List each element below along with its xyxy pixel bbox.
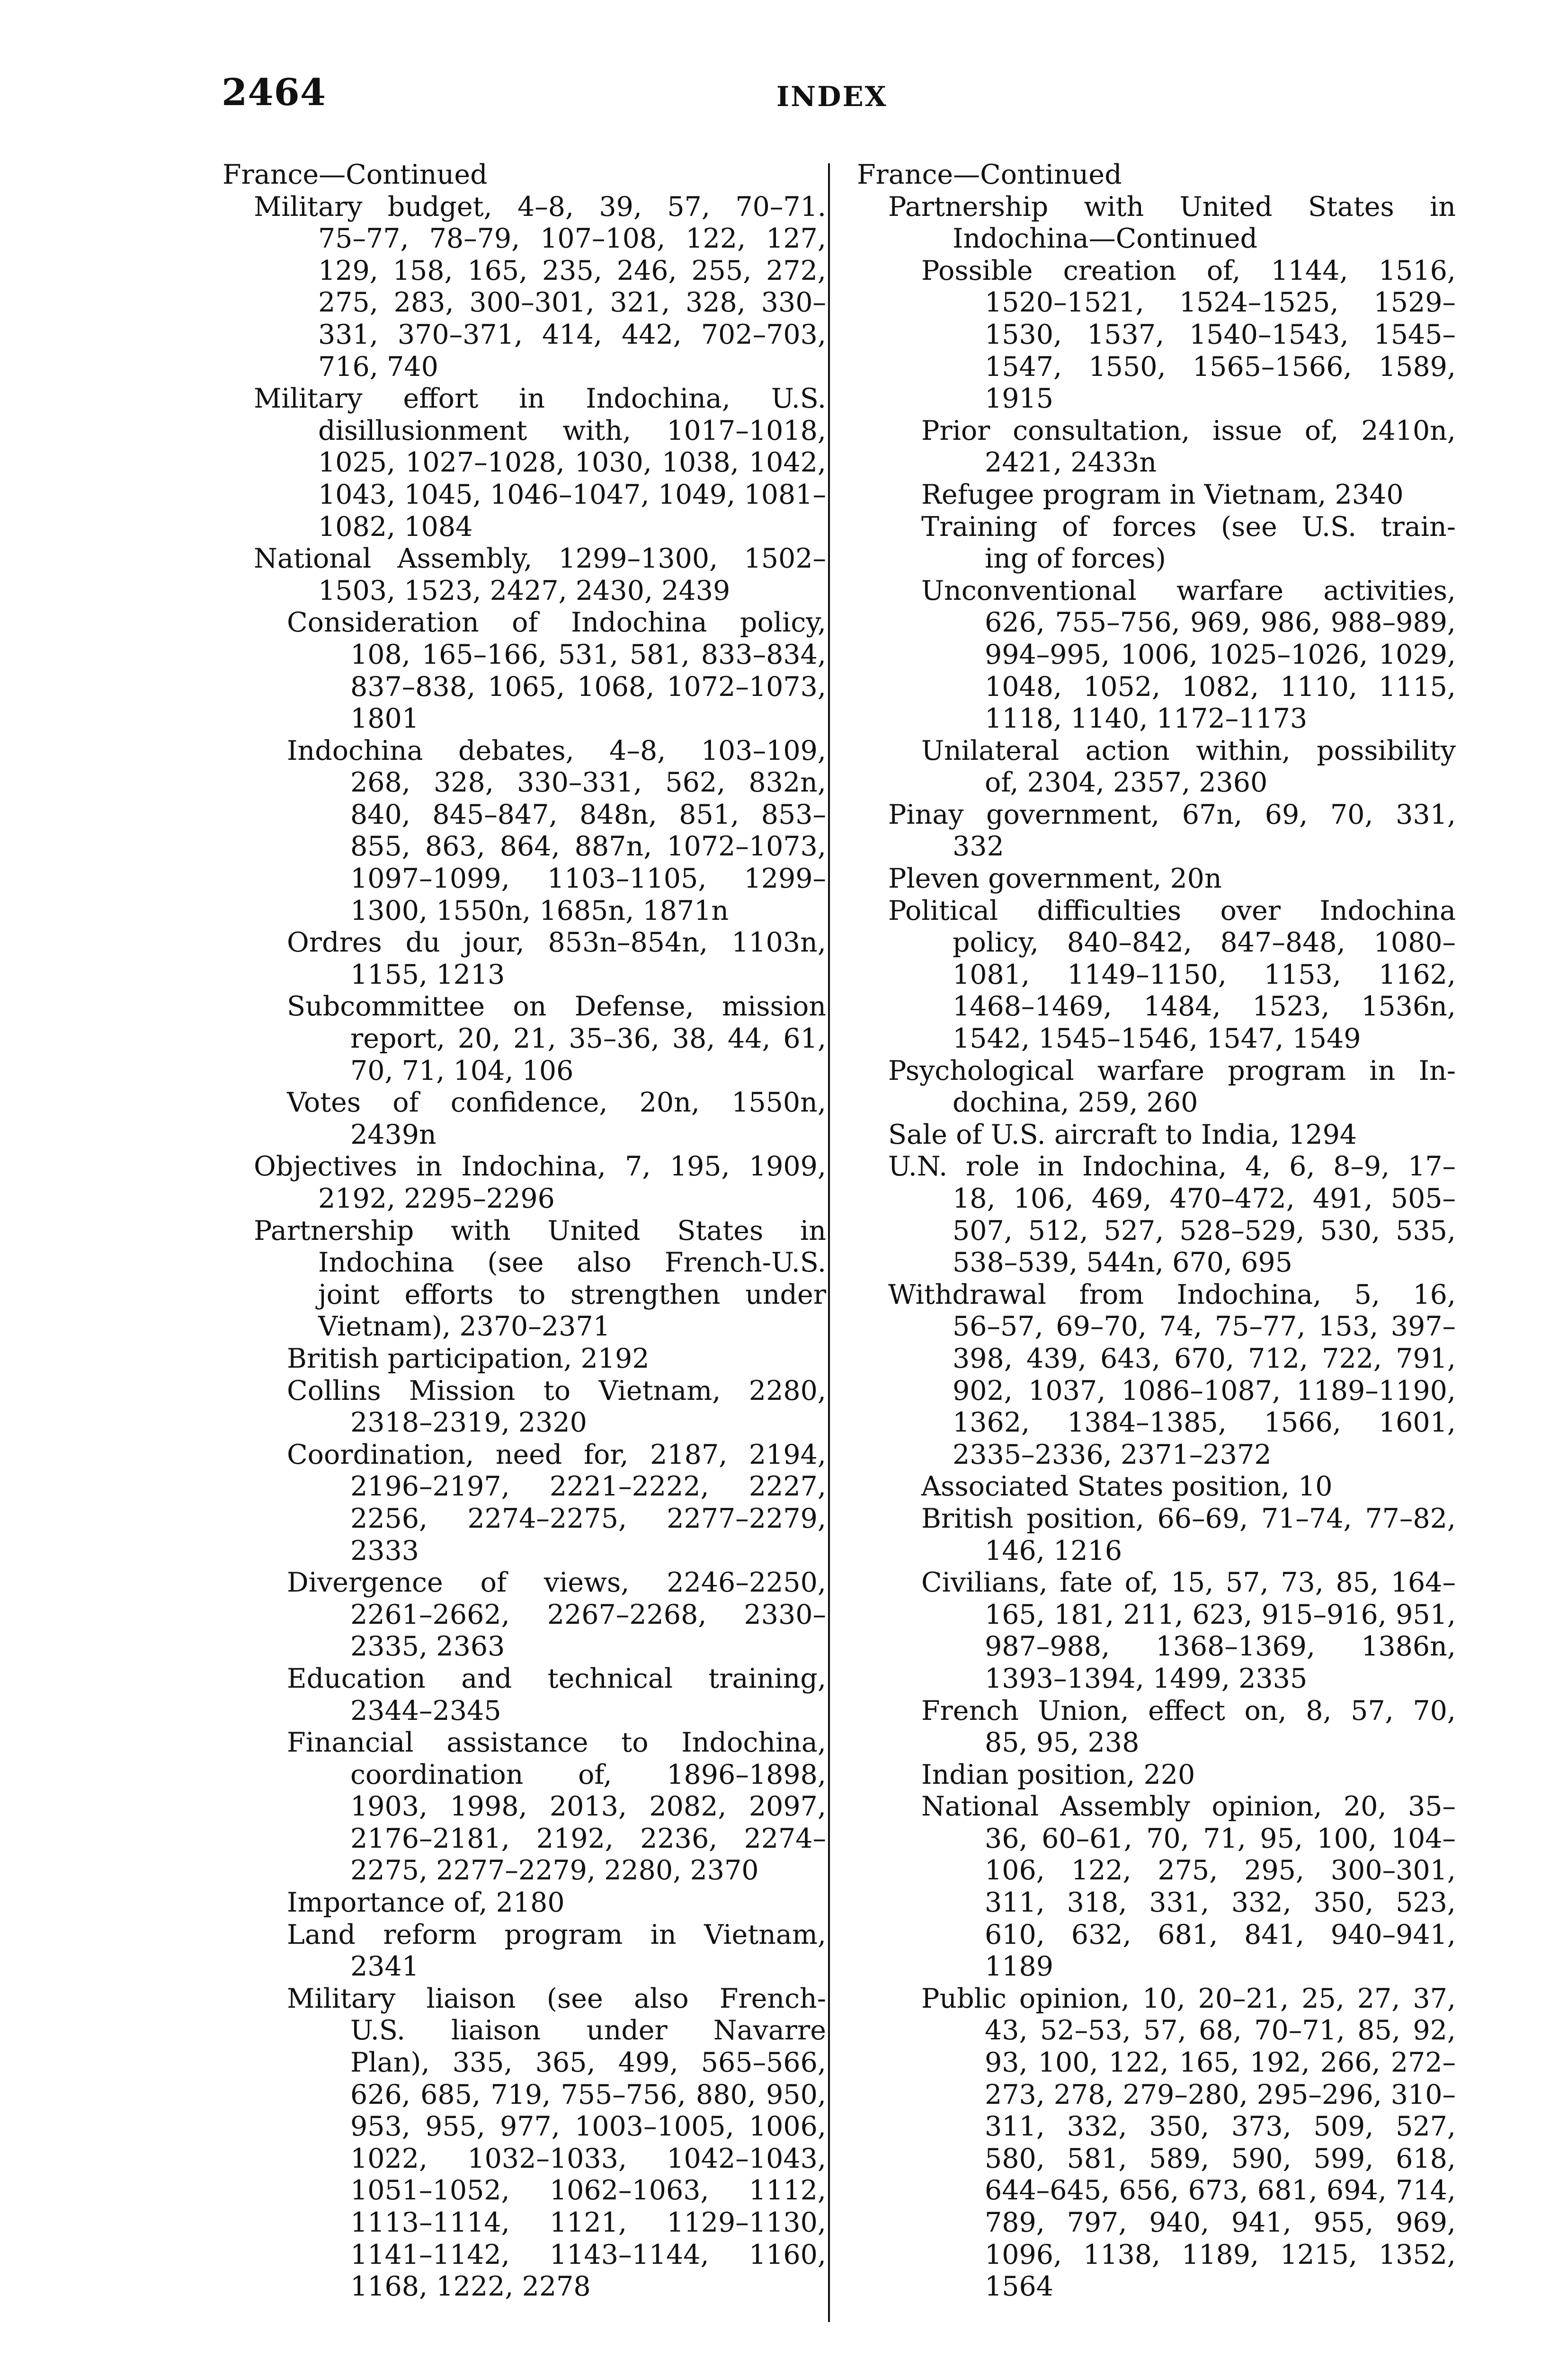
index-line: 165, 181, 211, 623, 915–916, 951, (985, 1599, 1456, 1630)
index-line: Importance of, 2180 (287, 1887, 565, 1919)
index-line: Unconventional warfare activities, (921, 575, 1456, 606)
index-line: 580, 581, 589, 590, 599, 618, (985, 2143, 1456, 2174)
index-line: disillusionment with, 1017–1018, (318, 415, 826, 446)
index-line: Indochina—Continued (953, 223, 1258, 255)
index-line: 129, 158, 165, 235, 246, 255, 272, (318, 255, 826, 286)
index-line: 93, 100, 122, 165, 192, 266, 272– (985, 2047, 1456, 2079)
index-line: 268, 328, 330–331, 562, 832n, (350, 767, 826, 799)
index-line: dochina, 259, 260 (953, 1087, 1198, 1119)
index-line: Indochina debates, 4–8, 103–109, (287, 735, 826, 766)
index-line: 2344–2345 (350, 1695, 501, 1726)
index-line: Coordination, need for, 2187, 2194, (287, 1439, 826, 1470)
index-column-left (223, 159, 826, 2303)
index-line: 1082, 1084 (318, 511, 473, 543)
index-line: Vietnam), 2370–2371 (318, 1311, 610, 1343)
index-line: Military liaison (see also French- (287, 1983, 826, 2014)
index-line: 36, 60–61, 70, 71, 95, 100, 104– (985, 1823, 1456, 1854)
index-line: Ordres du jour, 853n–854n, 1103n, (287, 927, 826, 959)
index-line: 987–988, 1368–1369, 1386n, (985, 1631, 1456, 1663)
index-line: 1547, 1550, 1565–1566, 1589, (985, 351, 1456, 383)
index-line: 1564 (985, 2271, 1054, 2303)
index-line: 2275, 2277–2279, 2280, 2370 (350, 1855, 759, 1886)
index-line: 56–57, 69–70, 74, 75–77, 153, 397– (953, 1311, 1456, 1343)
index-line: Votes of confidence, 20n, 1550n, (287, 1087, 826, 1119)
index-line: of, 2304, 2357, 2360 (985, 767, 1268, 799)
index-line: 1530, 1537, 1540–1543, 1545– (985, 319, 1456, 350)
index-line: U.N. role in Indochina, 4, 6, 8–9, 17– (888, 1151, 1456, 1183)
index-line: 610, 632, 681, 841, 940–941, (985, 1919, 1456, 1950)
index-line: 1915 (985, 383, 1054, 415)
index-line: Unilateral action within, possibility (921, 735, 1456, 766)
index-line: coordination of, 1896–1898, (350, 1759, 826, 1790)
index-line: 106, 122, 275, 295, 300–301, (985, 1855, 1456, 1886)
index-line: Plan), 335, 365, 499, 565–566, (350, 2047, 826, 2079)
index-line: 902, 1037, 1086–1087, 1189–1190, (953, 1375, 1456, 1406)
page-number: 2464 (222, 71, 327, 114)
index-line: report, 20, 21, 35–36, 38, 44, 61, (350, 1023, 826, 1055)
index-line: 43, 52–53, 57, 68, 70–71, 85, 92, (985, 2015, 1456, 2047)
index-line: Collins Mission to Vietnam, 2280, (287, 1375, 826, 1406)
index-line: 507, 512, 527, 528–529, 530, 535, (953, 1215, 1456, 1246)
index-line: 2335–2336, 2371–2372 (953, 1439, 1272, 1470)
index-line: Possible creation of, 1144, 1516, (921, 255, 1456, 286)
index-line: Prior consultation, issue of, 2410n, (921, 415, 1456, 446)
index-line: 1542, 1545–1546, 1547, 1549 (953, 1023, 1361, 1055)
index-line: Education and technical training, (287, 1663, 826, 1694)
index-line: Partnership with United States in (254, 1215, 826, 1246)
index-line: 1097–1099, 1103–1105, 1299– (350, 863, 826, 895)
index-line: Indochina (see also French-U.S. (318, 1247, 826, 1279)
index-line: British position, 66–69, 71–74, 77–82, (921, 1503, 1456, 1534)
column-divider (828, 163, 830, 2322)
index-line: 2176–2181, 2192, 2236, 2274– (350, 1823, 826, 1854)
index-line: 1118, 1140, 1172–1173 (985, 703, 1308, 735)
index-line: Training of forces (see U.S. train- (921, 511, 1456, 543)
index-line: 311, 318, 331, 332, 350, 523, (985, 1887, 1456, 1919)
index-line: 1468–1469, 1484, 1523, 1536n, (953, 991, 1456, 1023)
index-line: 311, 332, 350, 373, 509, 527, (985, 2111, 1456, 2143)
index-line: Public opinion, 10, 20–21, 25, 27, 37, (921, 1983, 1456, 2014)
index-line: 1025, 1027–1028, 1030, 1038, 1042, (318, 447, 826, 479)
index-line: 2421, 2433n (985, 447, 1157, 479)
index-line: ing of forces) (985, 543, 1166, 575)
index-line: 331, 370–371, 414, 442, 702–703, (318, 319, 826, 350)
index-line: 75–77, 78–79, 107–108, 122, 127, (318, 223, 826, 255)
index-line: Divergence of views, 2246–2250, (287, 1567, 826, 1599)
index-line: 146, 1216 (985, 1535, 1123, 1566)
index-line: 275, 283, 300–301, 321, 328, 330– (318, 287, 826, 319)
index-line: 538–539, 544n, 670, 695 (953, 1247, 1292, 1279)
index-line: 1081, 1149–1150, 1153, 1162, (953, 959, 1456, 990)
index-line: Withdrawal from Indochina, 5, 16, (888, 1279, 1456, 1310)
index-line: joint efforts to strengthen under (318, 1279, 826, 1310)
index-line: 1022, 1032–1033, 1042–1043, (350, 2143, 826, 2174)
index-line: 18, 106, 469, 470–472, 491, 505– (953, 1183, 1456, 1214)
index-line: 2256, 2274–2275, 2277–2279, (350, 1503, 826, 1534)
index-line: 85, 95, 238 (985, 1727, 1140, 1759)
index-line: 1503, 1523, 2427, 2430, 2439 (318, 575, 731, 606)
index-line: Civilians, fate of, 15, 57, 73, 85, 164– (921, 1567, 1456, 1599)
index-line: 789, 797, 940, 941, 955, 969, (985, 2207, 1456, 2238)
index-line: Financial assistance to Indochina, (287, 1727, 826, 1759)
index-line: 2341 (350, 1951, 419, 1983)
index-line: 855, 863, 864, 887n, 1072–1073, (350, 831, 826, 863)
index-line: National Assembly opinion, 20, 35– (921, 1791, 1456, 1823)
index-line: Land reform program in Vietnam, (287, 1919, 826, 1950)
index-line: Refugee program in Vietnam, 2340 (921, 479, 1404, 510)
index-line: 1048, 1052, 1082, 1110, 1115, (985, 671, 1456, 703)
index-line: 1393–1394, 1499, 2335 (985, 1663, 1308, 1694)
index-line: 840, 845–847, 848n, 851, 853– (350, 799, 826, 830)
index-line: 1520–1521, 1524–1525, 1529– (985, 287, 1456, 319)
index-line: 837–838, 1065, 1068, 1072–1073, (350, 671, 826, 703)
index-line: 716, 740 (318, 351, 438, 383)
index-line: 1168, 1222, 2278 (350, 2271, 591, 2303)
index-line: 273, 278, 279–280, 295–296, 310– (985, 2079, 1456, 2110)
index-line: Sale of U.S. aircraft to India, 1294 (888, 1119, 1357, 1150)
index-column-right (857, 159, 1456, 2303)
index-line: 2335, 2363 (350, 1631, 505, 1663)
index-line: 2192, 2295–2296 (318, 1183, 555, 1214)
index-line: 2196–2197, 2221–2222, 2227, (350, 1471, 826, 1503)
index-line: 2333 (350, 1535, 419, 1566)
index-line: 1155, 1213 (350, 959, 505, 990)
index-line: 626, 755–756, 969, 986, 988–989, (985, 607, 1456, 639)
index-line: Pleven government, 20n (888, 863, 1222, 895)
index-line: U.S. liaison under Navarre (350, 2015, 826, 2047)
index-line: 1141–1142, 1143–1144, 1160, (350, 2239, 826, 2270)
index-line: 1051–1052, 1062–1063, 1112, (350, 2175, 826, 2207)
index-line: 1903, 1998, 2013, 2082, 2097, (350, 1791, 826, 1823)
index-line: National Assembly, 1299–1300, 1502– (254, 543, 826, 575)
index-line: 1300, 1550n, 1685n, 1871n (350, 895, 729, 926)
running-head: INDEX (776, 80, 888, 113)
index-line: France—Continued (223, 159, 488, 190)
index-line: 1113–1114, 1121, 1129–1130, (350, 2207, 826, 2238)
index-line: Pinay government, 67n, 69, 70, 331, (888, 799, 1456, 830)
index-line: 626, 685, 719, 755–756, 880, 950, (350, 2079, 826, 2110)
index-line: 1362, 1384–1385, 1566, 1601, (953, 1407, 1456, 1439)
index-line: 994–995, 1006, 1025–1026, 1029, (985, 639, 1456, 670)
index-line: French Union, effect on, 8, 57, 70, (921, 1695, 1456, 1726)
index-line: Associated States position, 10 (921, 1471, 1333, 1503)
index-line: 1189 (985, 1951, 1054, 1983)
index-line: Subcommittee on Defense, mission (287, 991, 826, 1023)
index-line: 2318–2319, 2320 (350, 1407, 587, 1439)
index-line: 644–645, 656, 673, 681, 694, 714, (985, 2175, 1456, 2207)
index-line: 398, 439, 643, 670, 712, 722, 791, (953, 1343, 1456, 1374)
index-line: British participation, 2192 (287, 1343, 650, 1374)
index-line: 2439n (350, 1119, 437, 1150)
index-line: policy, 840–842, 847–848, 1080– (953, 927, 1456, 959)
index-line: Objectives in Indochina, 7, 195, 1909, (254, 1151, 826, 1183)
index-line: Political difficulties over Indochina (888, 895, 1456, 926)
index-line: 1096, 1138, 1189, 1215, 1352, (985, 2239, 1456, 2270)
index-line: 108, 165–166, 531, 581, 833–834, (350, 639, 826, 670)
index-line: Psychological warfare program in In- (888, 1055, 1456, 1086)
index-line: Partnership with United States in (888, 191, 1456, 222)
index-line: Consideration of Indochina policy, (287, 607, 826, 639)
index-line: 332 (953, 831, 1004, 863)
index-line: France—Continued (857, 159, 1122, 190)
index-line: 2261–2662, 2267–2268, 2330– (350, 1599, 826, 1630)
index-line: 1043, 1045, 1046–1047, 1049, 1081– (318, 479, 826, 510)
index-line: 1801 (350, 703, 419, 735)
index-line: 70, 71, 104, 106 (350, 1055, 574, 1086)
index-line: Military budget, 4–8, 39, 57, 70–71. (254, 191, 826, 222)
index-line: Military effort in Indochina, U.S. (254, 383, 826, 415)
index-line: 953, 955, 977, 1003–1005, 1006, (350, 2111, 826, 2143)
index-line: Indian position, 220 (921, 1759, 1195, 1790)
